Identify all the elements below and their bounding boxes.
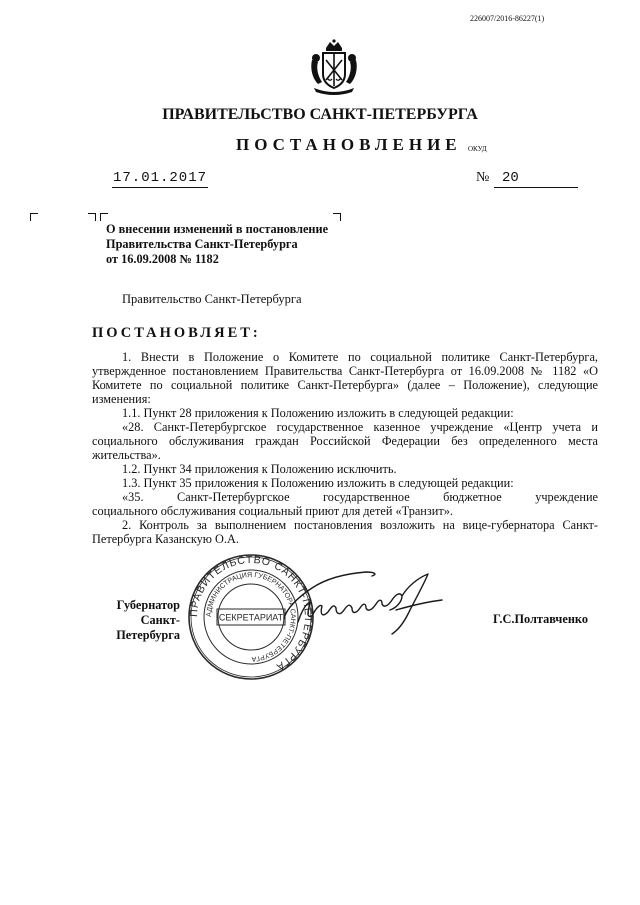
corner-mark-top-left-icon (30, 213, 38, 221)
okud-label: ОКУД (468, 145, 487, 153)
decree-subject (106, 222, 328, 267)
issuing-body: Правительство Санкт-Петербурга (122, 292, 302, 306)
subject-line: от 16.09.2008 № 1182 (106, 252, 219, 266)
paragraph: 1. Внести в Положение о Комитете по социальной политике Санкт-Петербурга, утвержденное постановлением Правительства Санкт-Петербурга от 16.09.2008 № 1182 «О Комитете по социальной политике Санкт-Петербурга» (далее – Положение), следующие изменения: (92, 350, 598, 406)
paragraph: 2. Контроль за выполнением постановления возложить на вице-губернатора Санкт-Петербурга Казанскую О.А. (92, 518, 598, 546)
number-sign: № (476, 170, 490, 185)
signatory-title-line: Губернатор (116, 598, 180, 612)
paragraph: 1.1. Пункт 28 приложения к Положению изложить в следующей редакции: (122, 406, 514, 420)
decides-heading: ПОСТАНОВЛЯЕТ: (92, 325, 261, 341)
paragraph: 1.2. Пункт 34 приложения к Положению исключить. (122, 462, 397, 476)
subject-line: О внесении изменений в постановление (106, 222, 329, 236)
handwritten-signature (278, 566, 448, 636)
coat-of-arms-icon (306, 38, 362, 96)
subject-line: Правительства Санкт-Петербурга (106, 237, 298, 251)
decree-number: 20 (494, 170, 578, 188)
signatory-title-line: Санкт-Петербурга (116, 613, 180, 642)
stamp-inner-text: АДМИНИСТРАЦИЯ ГУБЕРНАТОРА САНКТ-ПЕТЕРБУРГА (205, 571, 297, 663)
decree-body (92, 350, 598, 546)
document-registration-number: 226007/2016-86227(1) (470, 14, 545, 23)
paragraph: «35. Санкт-Петербургское государственное бюджетное учреждение (122, 490, 598, 504)
corner-mark-top-right-icon (333, 213, 341, 221)
decree-title: ПОСТАНОВЛЕНИЕ (236, 135, 462, 154)
stamp-outer-text: ПРАВИТЕЛЬСТВО САНКТ-ПЕТЕРБУРГА (187, 553, 315, 674)
paragraph: 1.3. Пункт 35 приложения к Положению изложить в следующей редакции: (122, 476, 514, 490)
paragraph: «28. Санкт-Петербургское государственное казенное учреждение «Центр учета и социального обслуживания граждан Российской Федерации без определенного места жительства». (92, 420, 598, 462)
signatory-title (92, 598, 180, 643)
government-title: ПРАВИТЕЛЬСТВО САНКТ-ПЕТЕРБУРГА (162, 106, 478, 123)
corner-mark-top-right-icon (88, 213, 96, 221)
decree-date: 17.01.2017 (112, 170, 207, 186)
corner-mark-top-left-icon (100, 213, 108, 221)
signatory-name: Г.С.Полтавченко (493, 612, 588, 626)
paragraph: социального обслуживания социальный приют для детей «Транзит». (92, 504, 453, 518)
stamp-center-text: СЕКРЕТАРИАТ (218, 612, 284, 623)
